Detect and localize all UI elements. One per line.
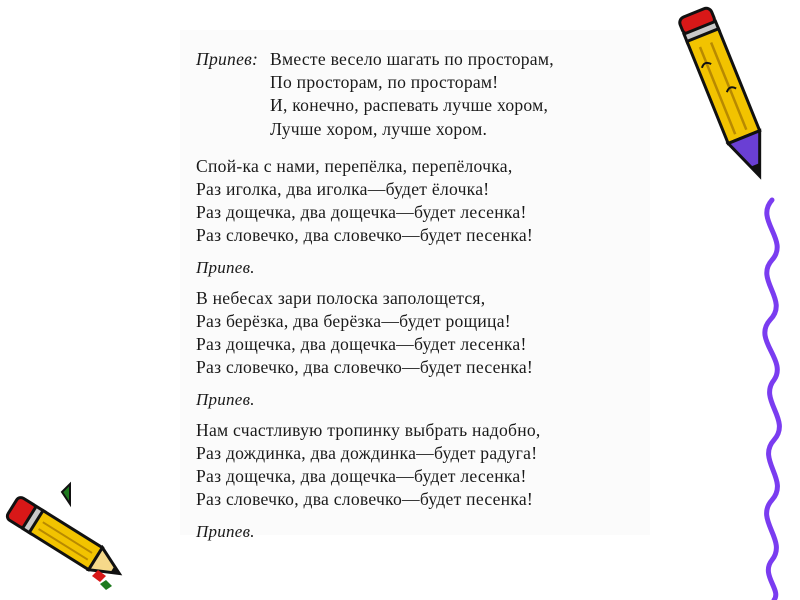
verse-line: Раз словечко, два словечко—будет песенка!: [196, 489, 534, 510]
verse-line: Раз словечко, два словечко—будет песенка!: [196, 225, 534, 246]
verse-line: Спой-ка с нами, перепёлка, перепёлочка,: [196, 155, 513, 176]
verse-line: Раз дождинка, два дождинка—будет радуга!: [196, 443, 538, 464]
verse-2: [196, 287, 646, 380]
chorus-label: Припев:: [196, 49, 259, 69]
chorus-line-4: Лучше хором, лучше хором.: [270, 118, 488, 139]
verse-1: [196, 155, 646, 248]
verse-line: Раз иголка, два иголка—будет ёлочка!: [196, 179, 490, 200]
verse-line: Раз дощечка, два дощечка—будет лесенка!: [196, 202, 527, 223]
chorus-reference: Припев.: [196, 257, 255, 277]
verse-line: Нам счастливую тропинку выбрать надобно,: [196, 419, 541, 440]
chorus-block: [196, 48, 646, 141]
pencil-icon: [0, 480, 140, 600]
verse-line: Раз словечко, два словечко—будет песенка!: [196, 357, 534, 378]
song-lyrics: [196, 48, 646, 543]
verse-line: В небесах зари полоска заполощется,: [196, 287, 486, 308]
verse-line: Раз дощечка, два дощечка—будет лесенка!: [196, 334, 527, 355]
chorus-reference: Припев.: [196, 389, 255, 409]
chorus-text: Вместе весело шагать по просторам,: [270, 49, 554, 69]
verse-line: Раз дощечка, два дощечка—будет лесенка!: [196, 466, 527, 487]
squiggle-line: [752, 200, 800, 600]
chorus-line-3: И, конечно, распевать лучше хором,: [270, 95, 549, 116]
chorus-reference: Припев.: [196, 521, 255, 541]
verse-line: Раз берёзка, два берёзка—будет рощица!: [196, 311, 511, 332]
chorus-line-1: [196, 48, 646, 71]
chorus-line-2: По просторам, по просторам!: [270, 72, 499, 93]
pencil-icon: [668, 0, 788, 195]
verse-3: [196, 419, 646, 512]
